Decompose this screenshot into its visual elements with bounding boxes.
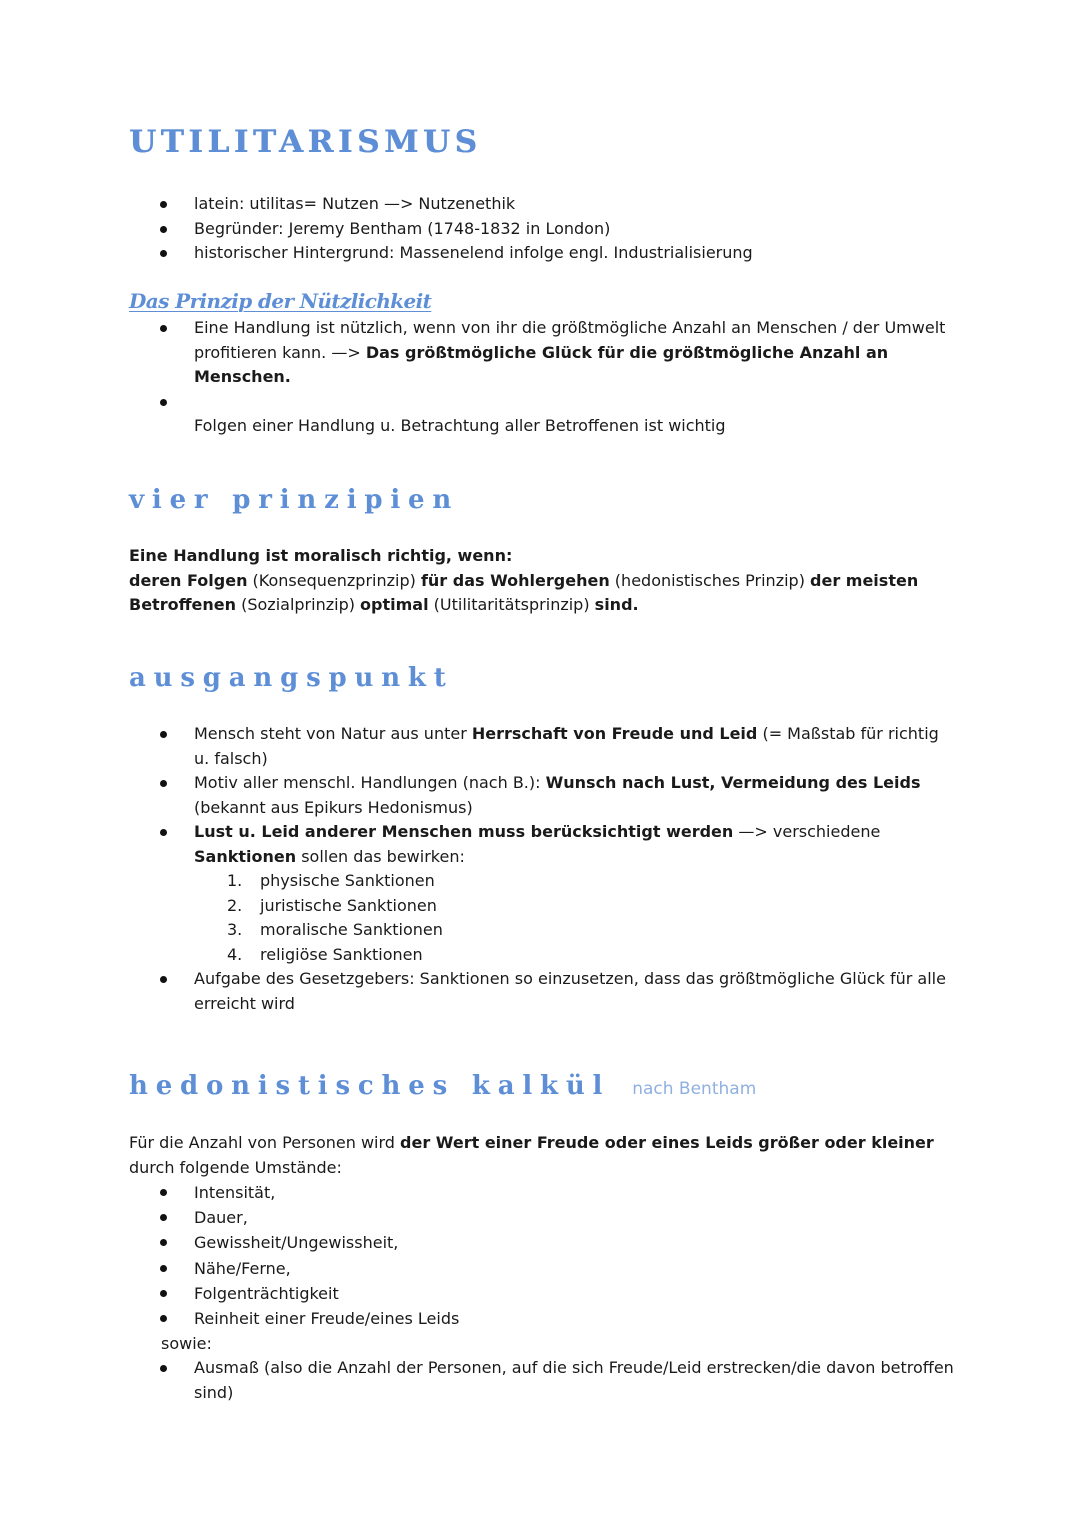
text-run: Für die Anzahl von Personen wird <box>129 1133 401 1152</box>
kalkuel-content <box>129 1131 959 1405</box>
bold-text: der meisten Betroffenen <box>129 570 919 614</box>
item-text: physische Sanktionen <box>260 871 435 890</box>
bold-text: Eine Handlung ist moralisch richtig, wenn: <box>129 546 513 565</box>
text-run: Eine Handlung ist nützlich, wenn von ihr die größtmögliche Anzahl an Menschen / der Umwelt profitieren kann. —> <box>194 318 946 362</box>
intro-section <box>129 192 959 266</box>
list-item: historischer Hintergrund: Massenelend infolge engl. Industrialisierung <box>129 241 959 266</box>
bold-text: Lust u. Leid anderer Menschen muss berücksichtigt werden <box>194 822 734 841</box>
page-title: UTILITARISMUS <box>129 124 482 160</box>
ausgang-section <box>129 663 959 693</box>
section-heading: vier prinzipien <box>129 485 460 515</box>
list-item: Gewissheit/Ungewissheit, <box>129 1230 959 1255</box>
text-run: Mensch steht von Natur aus unter <box>194 724 472 743</box>
section-heading <box>129 1071 959 1101</box>
heading-text: hedonistisches kalkül <box>129 1071 611 1101</box>
ausgang-list <box>129 722 959 869</box>
bold-text: optimal <box>360 595 429 614</box>
vier-content <box>129 544 959 618</box>
heading-note: nach Bentham <box>632 1079 757 1099</box>
bold-text: Sanktionen <box>194 846 297 866</box>
numbered-item <box>129 918 959 943</box>
list-item: Ausmaß (also die Anzahl der Personen, auf die sich Freude/Leid erstrecken/die davon betroffen sind) <box>129 1356 959 1405</box>
sanktionen-list <box>129 869 959 967</box>
bold-text: Wunsch nach Lust, Vermeidung des Leids <box>545 773 921 792</box>
list-item <box>129 771 959 820</box>
paragraph <box>129 1131 959 1180</box>
text-run: Folgen einer Handlung u. Betrachtung aller Betroffenen ist wichtig <box>194 415 726 435</box>
item-text: juristische Sanktionen <box>260 895 437 915</box>
vier-section <box>129 485 959 515</box>
text-run: (= Maßstab für richtig u. falsch) <box>194 724 939 768</box>
list-item <box>129 316 959 390</box>
text-run: (bekannt aus Epikurs Hedonismus) <box>194 797 473 817</box>
list-item: Nähe/Ferne, <box>129 1256 959 1281</box>
item-number: 1. <box>227 871 243 890</box>
prinzip-section <box>129 289 959 313</box>
bold-text: Herrschaft von Freude und Leid <box>471 724 758 743</box>
list-item: Aufgabe des Gesetzgebers: Sanktionen so einzusetzen, dass das größtmögliche Glück für alle erreicht wird <box>129 967 959 1016</box>
paragraph <box>129 544 959 569</box>
list-item: Folgenträchtigkeit <box>129 1281 959 1306</box>
text-run: Motiv aller menschl. Handlungen (nach B.): <box>194 773 546 792</box>
numbered-item <box>129 943 959 968</box>
list-item: Intensität, <box>129 1180 959 1205</box>
item-text: moralische Sanktionen <box>260 920 443 939</box>
list-item <box>129 722 959 771</box>
text-run: durch folgende Umstände: <box>129 1157 342 1177</box>
text-run: (Sozialprinzip) <box>236 595 361 614</box>
prinzip-content <box>129 316 959 438</box>
item-number: 2. <box>227 895 243 915</box>
text-run: (Konsequenzprinzip) <box>247 570 421 590</box>
sowie-label: sowie: <box>161 1334 212 1354</box>
text-run: (Utilitaritätsprinzip) <box>428 595 595 614</box>
bold-text: Das größtmögliche Glück für die größtmögliche Anzahl an Menschen. <box>194 342 889 386</box>
section-heading: Das Prinzip der Nützlichkeit <box>129 289 432 313</box>
item-number: 4. <box>227 944 243 964</box>
prinzip-list <box>129 316 959 438</box>
numbered-item <box>129 894 959 919</box>
kalkuel-section <box>129 1071 959 1101</box>
umstaende-list <box>129 1180 959 1331</box>
intro-list <box>129 192 959 266</box>
item-text: religiöse Sanktionen <box>260 944 423 964</box>
list-item: Dauer, <box>129 1205 959 1230</box>
bold-text: deren Folgen <box>129 570 248 590</box>
title-section <box>129 124 959 160</box>
ausgang-content <box>129 722 959 1016</box>
paragraph <box>129 569 959 618</box>
section-heading: ausgangspunkt <box>129 663 454 693</box>
list-item <box>129 390 959 439</box>
list-item: latein: utilitas= Nutzen —> Nutzenethik <box>129 192 959 217</box>
text-run: —> verschiedene <box>733 822 881 841</box>
text-run: sollen das bewirken: <box>296 846 465 866</box>
numbered-item <box>129 869 959 894</box>
ausmass-list <box>129 1356 959 1405</box>
bold-text: der Wert einer Freude oder eines Leids größer oder kleiner <box>400 1133 934 1152</box>
item-number: 3. <box>227 920 243 939</box>
bold-text: für das Wohlergehen <box>420 570 610 590</box>
list-item: Begründer: Jeremy Bentham (1748-1832 in London) <box>129 217 959 242</box>
ausgang-list-end <box>129 967 959 1016</box>
text-run: (hedonistisches Prinzip) <box>609 570 811 590</box>
list-item <box>129 820 959 869</box>
bold-text: sind. <box>594 595 639 614</box>
list-item: Reinheit einer Freude/eines Leids <box>129 1306 959 1331</box>
spacer <box>194 390 959 414</box>
